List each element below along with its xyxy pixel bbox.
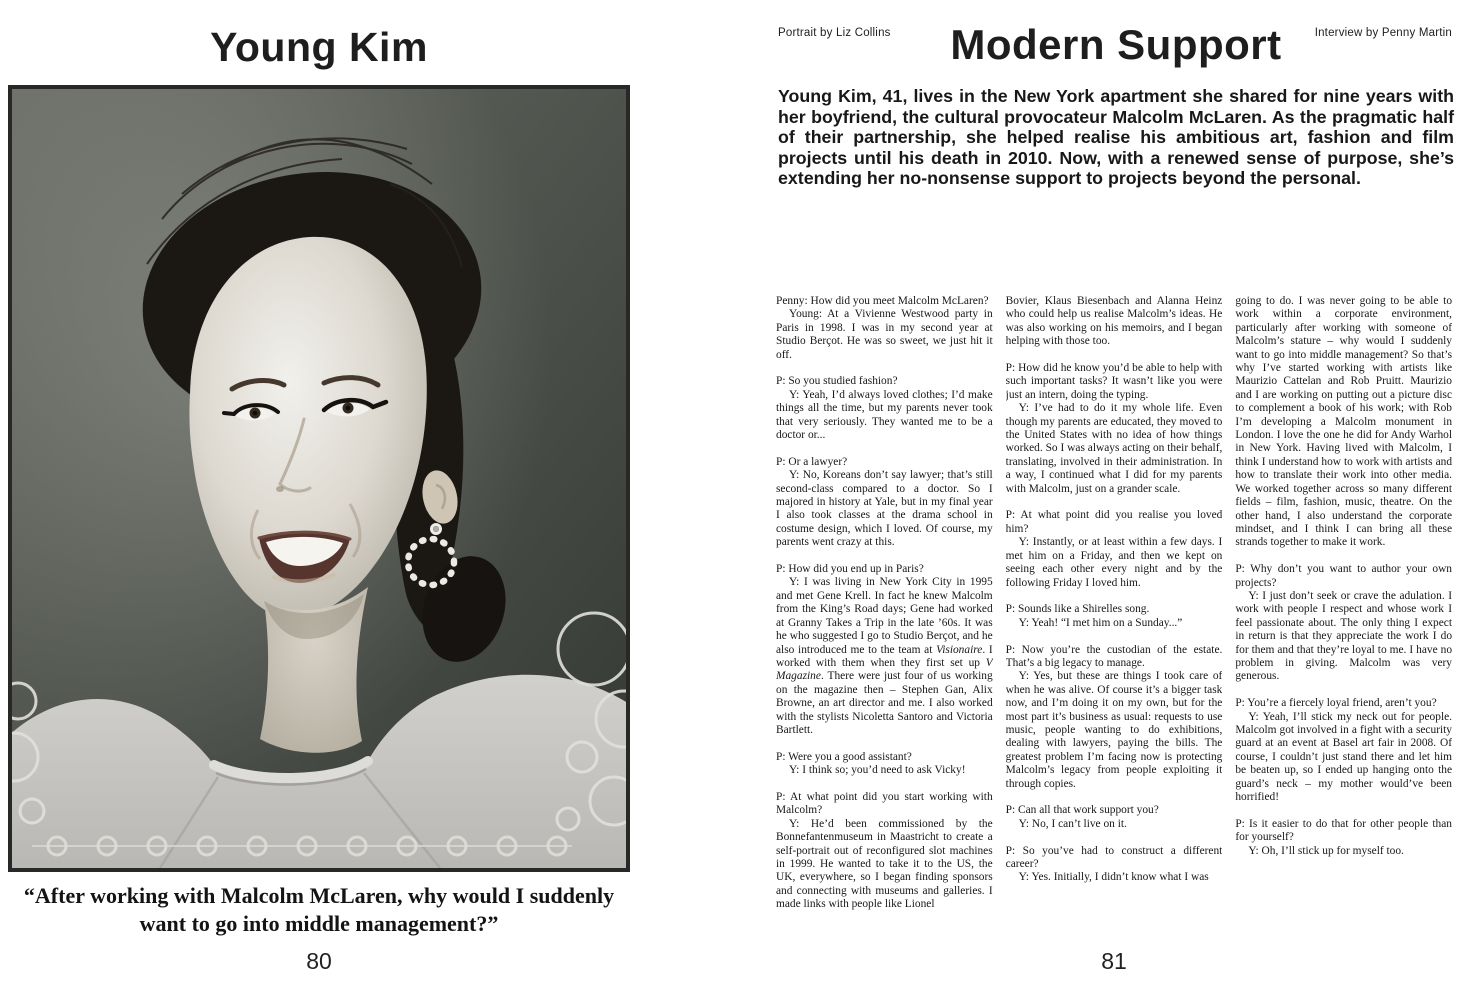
interview-question: P: Is it easier to do that for other people than for yourself?	[1235, 817, 1453, 844]
credit-interview: Interview by Penny Martin	[1314, 27, 1452, 39]
interview-question: P: How did you end up in Paris?	[776, 563, 924, 576]
pull-quote	[8, 882, 630, 938]
interview-answer: Y: Oh, I’ll stick up for myself too.	[1248, 844, 1404, 857]
interview-question: P: At what point did you realise you loved him?	[1005, 509, 1223, 535]
interview-question: P: Can all that work support you?	[1005, 804, 1159, 817]
portrait-photo	[8, 85, 630, 872]
interview-answer: Y: He’d been commissioned by the Bonnefantenmuseum in Maastricht to create a self-portrait out of reconfigured slot machines in 1999. He wanted to take it to the US, the UK, everywhere, so I began finding sponsors and connecting with museums and galleries. I made links with people like Lionel	[776, 817, 993, 911]
interview-answer: Young: At a Vivienne Westwood party in Paris in 1998. I was in my second year at Studio Berçot. He was so sweet, we just hit it off.	[776, 308, 993, 361]
interview-question: P: So you studied fashion?	[776, 375, 898, 388]
interview-answer: Y: Instantly, or at least within a few days. I met him on a Friday, and then we kept on seeing each other every night and by the following Friday I loved him.	[1005, 536, 1223, 589]
interview-question: Penny: How did you meet Malcolm McLaren?	[776, 295, 989, 307]
interview-question: P: At what point did you start working with Malcolm?	[776, 790, 993, 817]
interview-question: P: So you’ve had to construct a different career?	[1005, 844, 1223, 870]
interview-question: P: How did he know you’d be able to help with such important tasks? It wasn’t like you were just an intern, doing the typing.	[1005, 362, 1223, 401]
interview-answer: going to do. I was never going to be able to work within a corporate environment, particularly after working with someone of Malcolm’s stature – why would I suddenly want to go into middle management? So that’s why I’ve started working with artists like Maurizio Cattelan and Rob Pruitt. Maurizio and I are working on putting out a picture disc to complement a book of his work; with Rob I’m developing a Malcolm monument in London. I love the one he did for Andy Warhol in New York. Having lived with Malcolm, I think I understand how to work with artists and how to translate their work into other media. We worked together across so many different fields – film, fashion, music, theatre. On the other hand, I also understand the corporate mindset, and I think I can bring all these strands together to make it work.	[1235, 295, 1453, 549]
interview-answer: Y: No, Koreans don’t say lawyer; that’s still second-class compared to a doctor. So I majored in history at Yale, but in my final year I also took classes at the drama school in costume design, which I loved. Of course, my parents went crazy at this.	[776, 469, 993, 549]
interview-answer: Y: Yeah, I’ll stick my neck out for people. Malcolm got involved in a fight with a security guard at an event at Basel art fair in 2008. Of course, I couldn’t just stand there and let him be beaten up, so I ended up hanging onto the guard’s neck – my mother would’ve been horrified!	[1235, 710, 1453, 803]
interview-column-3	[1235, 295, 1452, 963]
interview-answer: Y: Yeah, I’d always loved clothes; I’d make things all the time, but my parents never took that very seriously. They wanted me to be a doctor or...	[776, 388, 993, 442]
interview-column-2	[1006, 295, 1223, 963]
interview-answer: Y: Yes, but these are things I took care of when he was alive. Of course it’s a bigger task now, and I’m doing it on my own, but for the most part it’s business as usual: requests to use music, people wanting to do exhibitions, dealing with lawyers, paying the bills. The greatest problem I’m facing now is protecting Malcolm’s legacy from people exploiting it through copies.	[1005, 670, 1223, 790]
interview-question: P: Or a lawyer?	[776, 455, 848, 468]
credit-portrait: Portrait by Liz Collins	[778, 27, 891, 39]
interview-question: P: Why don’t you want to author your own projects?	[1235, 563, 1453, 589]
page-number-right: 81	[1101, 948, 1127, 974]
pull-quote-line1: “After working with Malcolm McLaren, why would I suddenly	[23, 883, 615, 908]
interview-answer: Y: Yes. Initially, I didn’t know what I was	[1018, 871, 1209, 884]
interview-question: P: Now you’re the custodian of the estate. That’s a big legacy to manage.	[1005, 643, 1223, 669]
page-title-left: Young Kim	[210, 24, 428, 70]
pull-quote-line2: want to go into middle management?”	[139, 911, 499, 936]
interview-question: P: Sounds like a Shirelles song.	[1005, 603, 1150, 616]
intro-paragraph: Young Kim, 41, lives in the New York apartment she shared for nine years with her boyfriend, the cultural provocateur Malcolm McLaren. As the pragmatic half of their partnership, she helped realise his ambitious art, fashion and film projects until his death in 2010. Now, with a renewed sense of purpose, she’s extending her no-nonsense support to projects beyond the personal.	[778, 86, 1454, 188]
interview-question: P: You’re a fiercely loyal friend, aren’t you?	[1235, 697, 1437, 710]
interview-columns	[776, 295, 1452, 963]
interview-column-1	[776, 295, 993, 963]
portrait-illustration	[12, 89, 626, 868]
page-number-left: 80	[306, 948, 332, 974]
interview-answer: Y: Yeah! “I met him on a Sunday...”	[1018, 616, 1183, 629]
interview-question: P: Were you a good assistant?	[776, 750, 912, 763]
interview-answer: Y: I was living in New York City in 1995 and met Gene Krell. In fact he knew Malcolm from the King’s Road days; Gene had worked at Granny Takes a Trip in the late ’60s. It was he who suggested I go to Studio Berçot, and he also introduced me to the team at Visionaire. I worked with them when they first set up V Magazine. There were just four of us working on the magazine then – Stephen Gan, Alix Browne, an art director and me. I also worked with the stylists Nicoletta Santoro and Victoria Bartlett.	[776, 576, 993, 736]
interview-answer: Y: I think so; you’d need to ask Vicky!	[789, 764, 966, 777]
interview-answer: Y: No, I can’t live on it.	[1018, 817, 1127, 830]
interview-answer: Y: I’ve had to do it my whole life. Even though my parents are educated, they moved to the United States with no idea of how things worked. So I was always acting on their behalf, translating, involved in their administration. In a way, I continued what I did for my parents with Malcolm, just on a grander scale.	[1005, 402, 1223, 495]
interview-answer: Y: I just don’t seek or crave the adulation. I work with people I respect and whose work I feel passionate about. The only thing I expect in return is that they appreciate the work I do for them and that they’re loyal to me. I have no problem in giving. Malcolm was very generous.	[1235, 589, 1453, 683]
interview-answer: Bovier, Klaus Biesenbach and Alanna Heinz who could help us realise Malcolm’s ideas. He was also working on his memoirs, and I began helping with those too.	[1005, 295, 1223, 348]
page-title-right: Modern Support	[950, 21, 1282, 68]
